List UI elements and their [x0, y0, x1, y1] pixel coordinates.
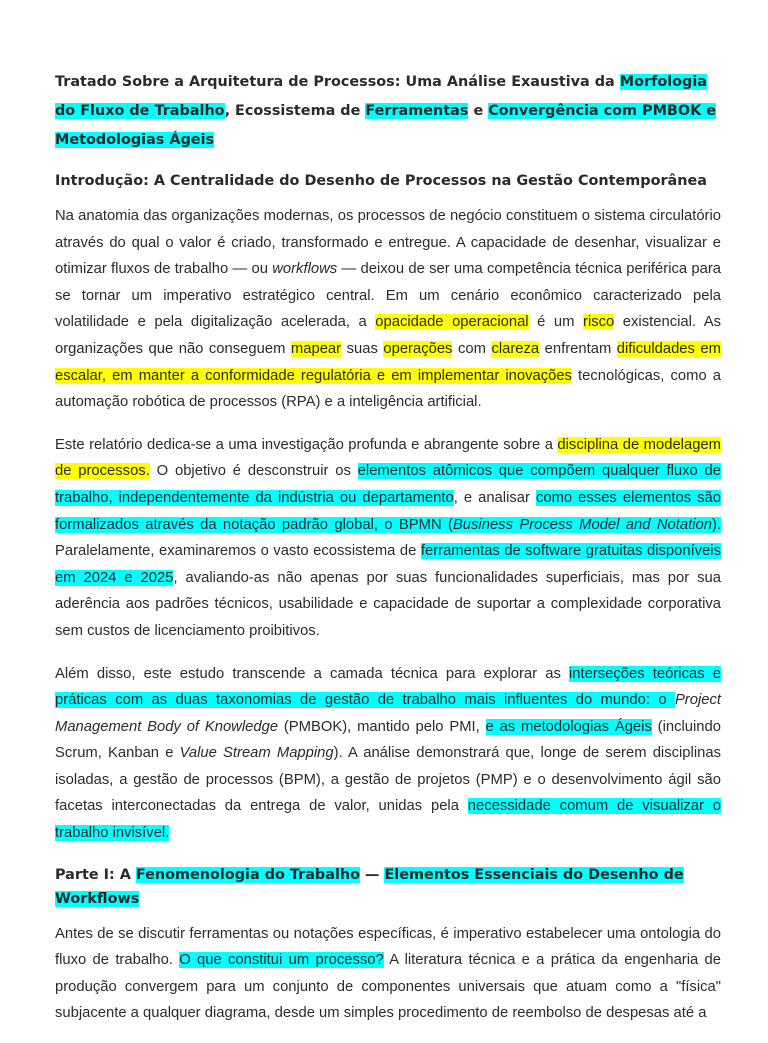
- highlight-yellow: risco: [583, 314, 615, 331]
- document-title: [55, 68, 721, 155]
- highlight-yellow: opacidade operacional: [375, 314, 529, 331]
- highlight-cyan: Morfologia do Fluxo de Trabalho: [55, 74, 707, 119]
- paragraph-1: Na anatomia das organizações modernas, os processos de negócio constituem o sistema circulatório através do qual o valor é criado, transformado e entregue. A capacidade de desenhar, visualizar e otimizar fluxos de trabalho — ou workflows — deixou de ser uma competência técnica periférica para se tornar um imperativo estratégico central. Em um cenário econômico caracterizado pela volatilidade e pela digitalização acelerada, a opacidade operacional é um risco existencial. As organizações que não conseguem mapear suas operações com clareza enfrentam dificuldades em escalar, em manter a conformidade regulatória e em implementar inovações tecnológicas, como a automação robótica de processos (RPA) e a inteligência artificial.: [55, 208, 721, 411]
- title-text: Tratado Sobre a Arquitetura de Processos: Uma Análise Exaustiva da: [55, 74, 620, 90]
- highlight-cyan: ferramentas de software gratuitas disponíveis em 2024 e 2025: [55, 543, 721, 586]
- paragraph-2: Este relatório dedica-se a uma investigação profunda e abrangente sobre a disciplina de modelagem de processos. O objetivo é desconstruir os elementos atômicos que compõem qualquer fluxo de trabalho, independentemente da indústria ou departamento, e analisar como esses elementos são formalizados através da notação padrão global, o BPMN (Business Process Model and Notation). Paralelamente, examinaremos o vasto ecossistema de ferramentas de software gratuitas disponíveis em 2024 e 2025, avaliando-as não apenas por suas funcionalidades superficiais, mas por sua aderência aos padrões técnicos, usabilidade e capacidade de suportar a complexidade corporativa sem custos de licenciamento proibitivos.: [55, 436, 722, 639]
- highlight-cyan: O que constitui um processo?: [179, 952, 384, 969]
- highlight-yellow: operações: [383, 340, 453, 357]
- highlight-yellow: clareza: [491, 340, 540, 357]
- italic-term: Value Stream Mapping: [179, 745, 334, 762]
- italic-term: workflows: [272, 261, 338, 278]
- paragraph-4: Antes de se discutir ferramentas ou notações específicas, é imperativo estabelecer uma ontologia do fluxo de trabalho. O que constitui um processo? A literatura técnica e a prática da engenharia de produção convergem para um conjunto de componentes universais que atuam como a "física" subjacente a qualquer diagrama, desde um simples procedimento de reembolso de despesas até a: [55, 925, 722, 1022]
- highlight-cyan: Fenomenologia do Trabalho: [135, 866, 361, 883]
- part1-heading: Parte I: A Fenomenologia do Trabalho — Elementos Essenciais do Desenho de Workflows: [55, 866, 684, 907]
- italic-term: Business Process Model and Notation: [452, 516, 712, 533]
- intro-heading: Introdução: A Centralidade do Desenho de Processos na Gestão Contemporânea: [55, 173, 707, 189]
- highlight-yellow: disciplina de modelagem de processos.: [55, 436, 721, 480]
- highlight-cyan: Convergência com PMBOK e Metodologias Ágeis: [55, 103, 717, 148]
- highlight-cyan: Elementos Essenciais do Desenho de Workflows: [55, 866, 684, 907]
- highlight-cyan: como esses elementos são formalizados através da notação padrão global, o BPMN (Business Process Model and Notation).: [55, 489, 721, 533]
- highlight-cyan: e as metodologias Ágeis: [485, 718, 652, 735]
- highlight-cyan: Ferramentas: [365, 103, 469, 119]
- title-text: e: [468, 103, 489, 119]
- italic-term: Project Management Body of Knowledge: [55, 692, 721, 735]
- paragraph-3: Além disso, este estudo transcende a camada técnica para explorar as interseções teóricas e práticas com as duas taxonomias de gestão de trabalho mais influentes do mundo: o Project Management Body of Knowledge (PMBOK), mantido pelo PMI, e as metodologias Ágeis (incluindo Scrum, Kanban e Value Stream Mapping). A análise demonstrará que, longe de serem disciplinas isoladas, a gestão de processos (BPM), a gestão de projetos (PMP) e o desenvolvimento ágil são facetas interconectadas da entrega de valor, unidas pela necessidade comum de visualizar o trabalho invisível.: [55, 665, 721, 842]
- highlight-cyan: necessidade comum de visualizar o trabalho invisível.: [55, 798, 721, 842]
- highlight-yellow: dificuldades em escalar, em manter a conformidade regulatória e em implementar inovações: [55, 340, 721, 384]
- highlight-cyan: elementos atômicos que compõem qualquer fluxo de trabalho, independentemente da indústria ou departamento: [55, 463, 721, 506]
- highlight-yellow: mapear: [290, 340, 342, 357]
- title-text: , Ecossistema de: [224, 103, 366, 119]
- document-page: [55, 68, 721, 1043]
- highlight-cyan: interseções teóricas e práticas com as duas taxonomias de gestão de trabalho mais influentes do mundo: o: [55, 665, 721, 709]
